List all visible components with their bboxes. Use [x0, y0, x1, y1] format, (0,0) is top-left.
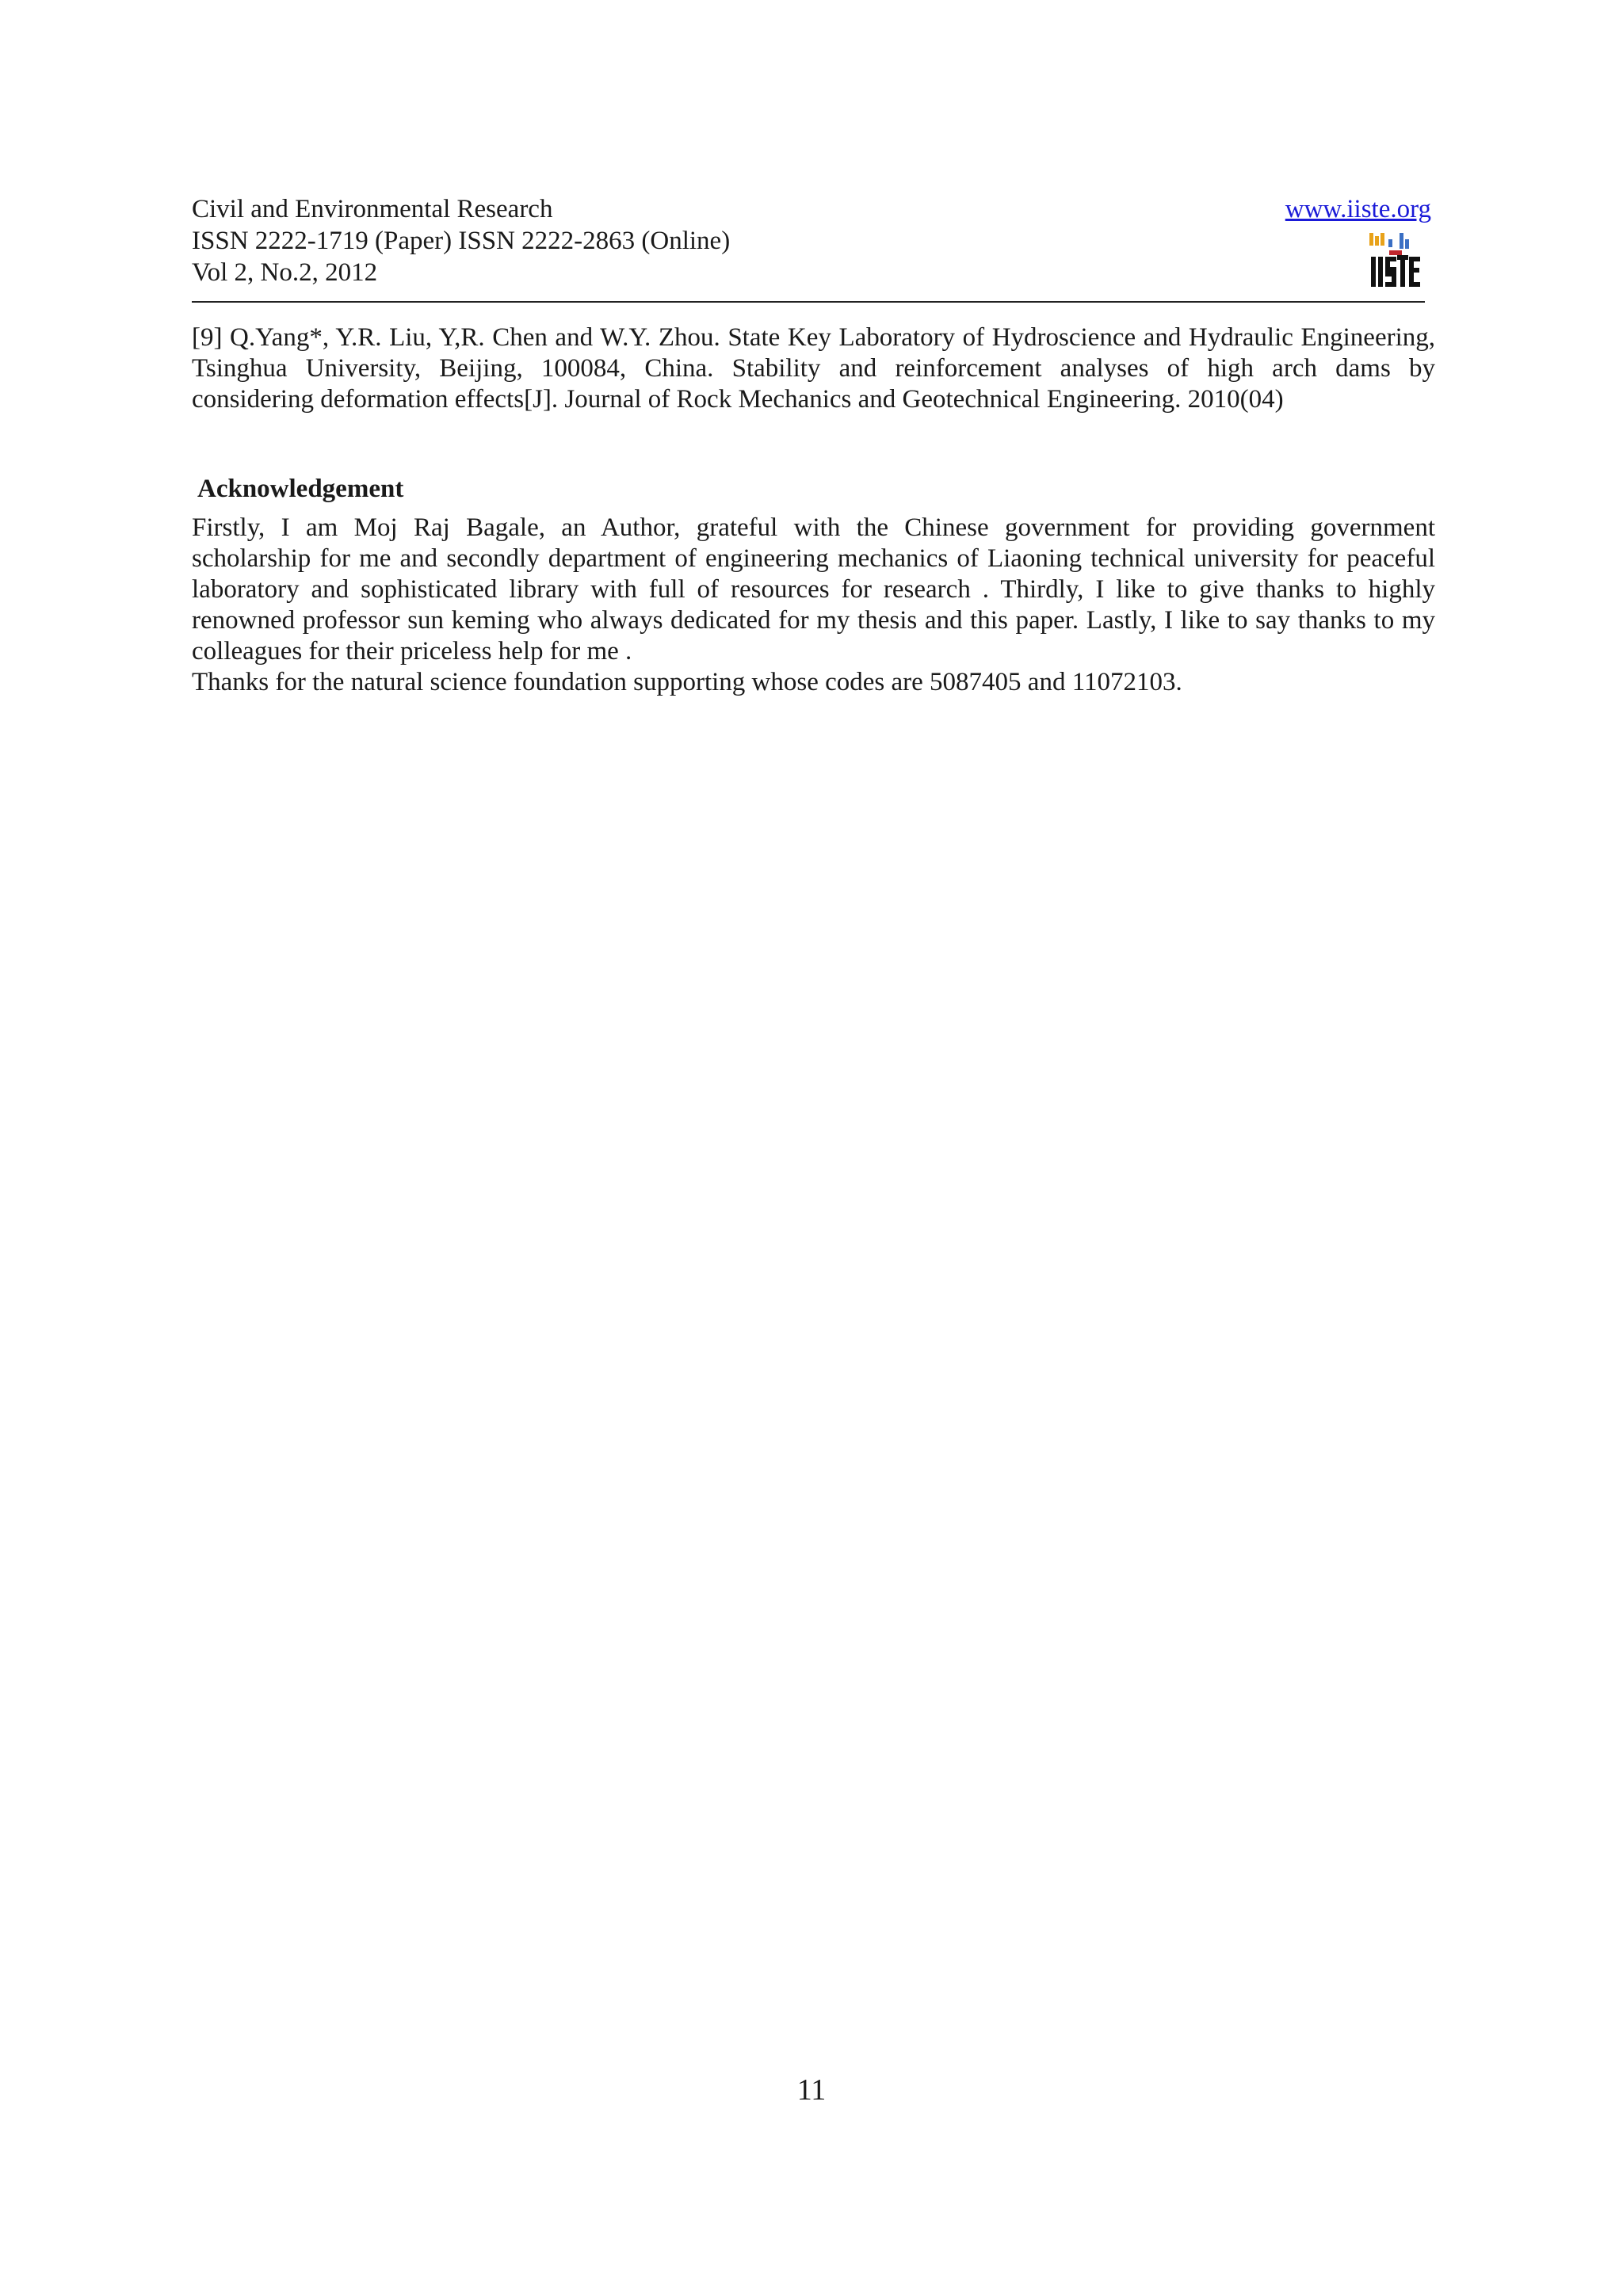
iiste-logo-icon: [1368, 231, 1422, 288]
acknowledgement-line: scholarship for me and secondly department of engineering mechanics of Liaoning technical university for peaceful: [192, 544, 1435, 573]
reference-line: [9] Q.Yang*, Y.R. Liu, Y,R. Chen and W.Y. Zhou. State Key Laboratory of Hydroscience and Hydraulic Engineering,: [192, 323, 1435, 352]
page-number: 11: [796, 2073, 827, 2107]
acknowledgement-heading: Acknowledgement: [197, 475, 404, 503]
acknowledgement-line: colleagues for their priceless help for me .: [192, 637, 632, 666]
acknowledgement-line: Thanks for the natural science foundation supporting whose codes are 5087405 and 11072103.: [192, 668, 1182, 696]
reference-line: considering deformation effects[J]. Journal of Rock Mechanics and Geotechnical Engineering. 2010(04): [192, 385, 1284, 414]
reference-entry: [192, 322, 1435, 415]
header-rule: [192, 301, 1425, 303]
journal-volume: Vol 2, No.2, 2012: [192, 258, 378, 287]
journal-issn: ISSN 2222-1719 (Paper) ISSN 2222-2863 (Online): [192, 227, 731, 255]
acknowledgement-line: renowned professor sun keming who always dedicated for my thesis and this paper. Lastly, I like to say thanks to my: [192, 606, 1435, 635]
acknowledgement-line: Firstly, I am Moj Raj Bagale, an Author, grateful with the Chinese government for providing government: [192, 513, 1435, 542]
journal-title: Civil and Environmental Research: [192, 195, 553, 223]
reference-line: Tsinghua University, Beijing, 100084, China. Stability and reinforcement analyses of high arch dams by: [192, 354, 1435, 383]
acknowledgement-body: [192, 513, 1435, 698]
acknowledgement-line: laboratory and sophisticated library with full of resources for research . Thirdly, I like to give thanks to highly: [192, 575, 1435, 604]
website-link[interactable]: www.iiste.org: [1285, 195, 1431, 223]
